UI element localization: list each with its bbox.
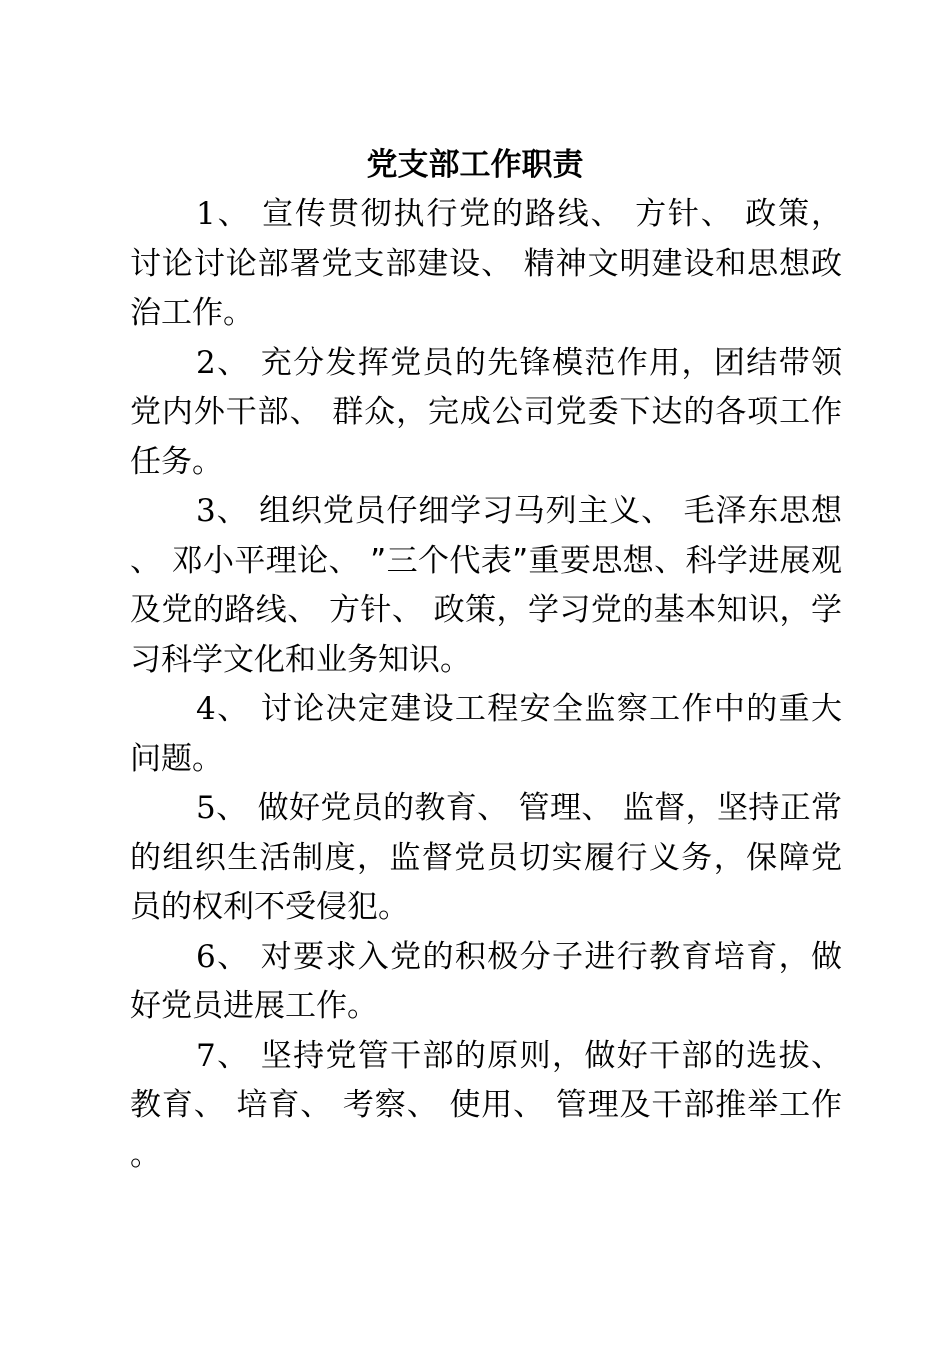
duty-text: 、 宣传贯彻执行党的路线、 方针、 政策， 讨论讨论部署党支部建设、 精神文明建设和思想政治工作。 (130, 196, 842, 331)
duty-text: 、 充分发挥党员的先锋模范作用，团结带领党内外干部、 群众，完成公司党委下达的各项工作任务。 (130, 344, 842, 480)
document-body (130, 190, 842, 1180)
duty-item-5 (130, 784, 842, 933)
duty-text: 、 做好党员的教育、 管理、 监督，坚持正常的组织生活制度，监督党员切实履行义务，保障党员的权利不受侵犯。 (130, 790, 842, 925)
duty-item-1 (130, 190, 842, 339)
duty-number: 6 (196, 938, 216, 975)
document-title: 党支部工作职责 (366, 147, 584, 183)
duty-number: 5 (196, 790, 216, 826)
duty-text: 、 讨论决定建设工程安全监察工作中的重大问题。 (130, 691, 842, 777)
duty-item-4 (130, 685, 842, 784)
duty-text: 、 坚持党管干部的原则，做好干部的选拔、 教育、 培育、 考察、 使用、 管理及干部推举工作。 (130, 1037, 842, 1173)
duty-number: 4 (196, 691, 216, 727)
duty-text: 、 对要求入党的积极分子进行教育培育，做好党员进展工作。 (130, 938, 842, 1024)
duty-text: 、 组织党员仔细学习马列主义、 毛泽东思想、 邓小平理论、 ”三个代表”重要思想、科学进展观及党的路线、 方针、 政策，学习党的基本知识，学习科学文化和业务知识。 (130, 493, 842, 678)
duty-number: 7 (196, 1037, 216, 1074)
duty-item-3 (130, 487, 842, 685)
duty-number: 1 (196, 196, 216, 232)
duty-item-7 (130, 1032, 842, 1181)
duty-number: 2 (196, 344, 216, 381)
duty-item-2 (130, 339, 842, 488)
duty-number: 3 (196, 493, 216, 529)
duty-item-6 (130, 933, 842, 1032)
